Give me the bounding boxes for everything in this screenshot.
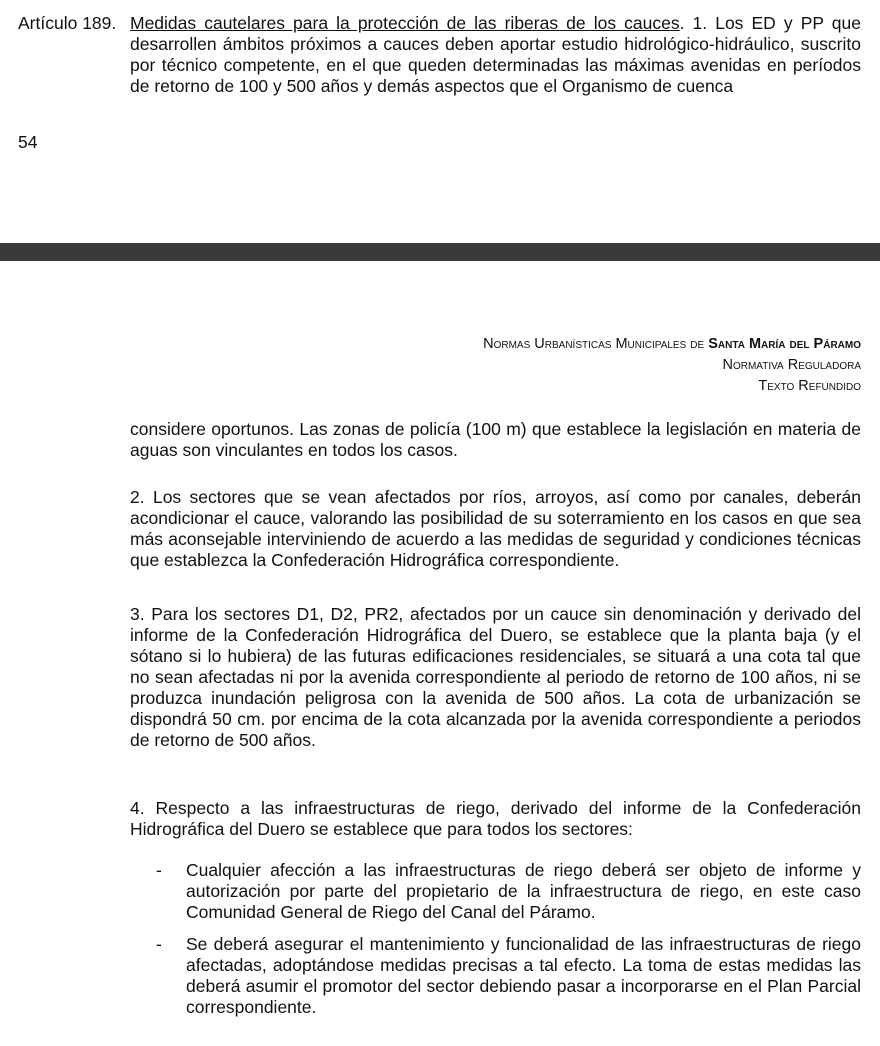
document-header bbox=[483, 334, 861, 397]
article-189-paragraph bbox=[130, 13, 861, 97]
header-prefix: Normas Urbanísticas Municipales de bbox=[483, 336, 709, 352]
paragraph-3: 3. Para los sectores D1, D2, PR2, afectados por un cauce sin denominación y derivado del informe de la Confederación Hidrográfica del Duero, se establece que la planta baja (y el sótano si lo hubiera) de las futuras edificaciones residenciales, se situará a una cota tal que no sean afectadas ni por la avenida correspondiente al periodo de retorno de 100 años, ni se produzca inundación peligrosa con la avenida de 500 años. La cota de urbanización se dispondrá 50 cm. por encima de la cota alcanzada por la avenida correspondiente a periodos de retorno de 500 años. bbox=[130, 604, 861, 750]
article-text: . 1. Los ED y PP que desarrollen ámbitos próximos a cauces deben aportar estudio hidrológico-hidráulico, suscrito por técnico competente, en el que queden determinadas las máximas avenidas en períodos de retorno de 100 y 500 años y demás aspectos que el Organismo de cuenca bbox=[130, 13, 861, 96]
page-divider bbox=[0, 243, 880, 261]
paragraph-4: 4. Respecto a las infraestructuras de riego, derivado del informe de la Confederación Hidrográfica del Duero se establece que para todos los sectores: bbox=[130, 798, 861, 839]
paragraph-2: 2. Los sectores que se vean afectados por ríos, arroyos, así como por canales, deberán acondicionar el cauce, valorando las posibilidad de su soterramiento en los casos en que sea más aconsejable interviniendo de acuerdo a las medidas de seguridad y condiciones técnicas que establezca la Confederación Hidrográfica correspondiente. bbox=[130, 487, 861, 570]
bullet-marker: - bbox=[156, 860, 162, 880]
page-number: 54 bbox=[18, 132, 38, 152]
list-item bbox=[130, 934, 861, 1018]
bullet-text: Se deberá asegurar el mantenimiento y funcionalidad de las infraestructuras de riego afectadas, adoptándose medidas precisas a tal efecto. La toma de estas medidas las deberá asumir el promotor del sector debiendo pasar a incorporarse en el Plan Parcial correspondiente. bbox=[186, 934, 861, 1017]
article-label: Artículo 189. bbox=[18, 13, 117, 33]
article-title: Medidas cautelares para la protección de las riberas de los cauces bbox=[130, 13, 680, 33]
bullet-marker: - bbox=[156, 934, 162, 954]
header-municipality: Santa María del Páramo bbox=[708, 336, 861, 352]
header-line-3: Texto Refundido bbox=[758, 378, 861, 394]
header-line-1 bbox=[483, 334, 861, 355]
list-item bbox=[130, 860, 861, 923]
bullet-text: Cualquier afección a las infraestructuras de riego deberá ser objeto de informe y autorización por parte del propietario de la infraestructura de riego, en este caso Comunidad General de Riego del Canal del Páramo. bbox=[186, 860, 861, 922]
continuation-paragraph: considere oportunos. Las zonas de policía (100 m) que establece la legislación en materia de aguas son vinculantes en todos los casos. bbox=[130, 419, 861, 460]
header-line-2: Normativa Reguladora bbox=[722, 357, 861, 373]
